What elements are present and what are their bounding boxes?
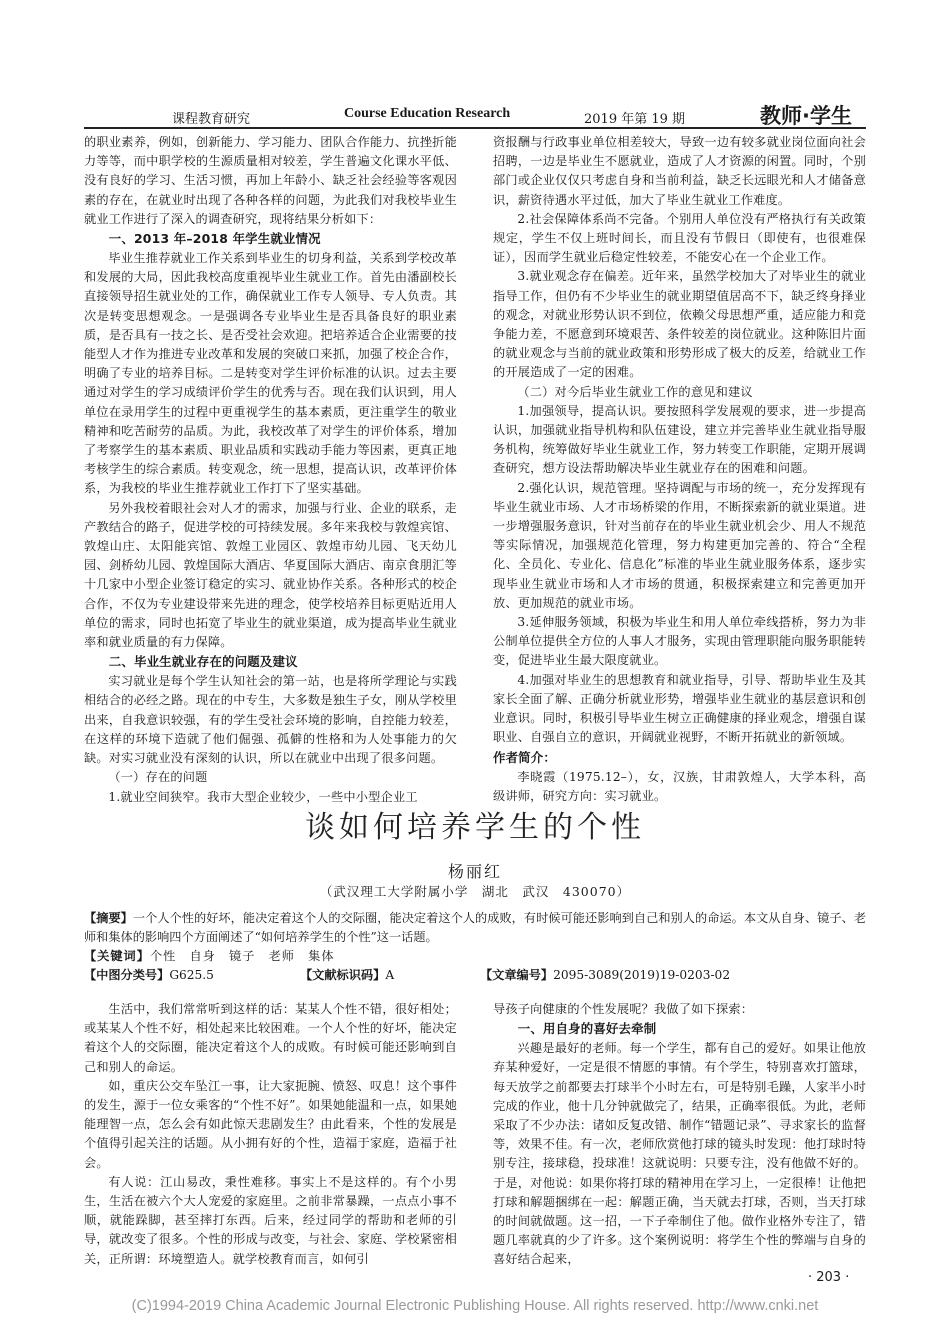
paragraph: 生活中，我们常常听到这样的话：某某人个性不错，很好相处；或某某人个性不好，相处起来比较困难。一个人个性的好坏，能决定着这个人的交际圈，能决定着这个人的成败。有时候可能还影响到自己和别人的命运。 [84, 1002, 457, 1074]
paragraph: 李晓霞（1975.12–），女，汉族，甘肃敦煌人，大学本科，高级讲师，研究方向：实习就业。 [493, 769, 866, 803]
paragraph: （二）对今后毕业生就业工作的意见和建议 [517, 384, 753, 399]
page-number: · 203 · [808, 1270, 850, 1285]
article-number-label: 【文章编号】 [480, 968, 554, 982]
article1-right-column [493, 133, 866, 806]
paragraph: 兴趣是最好的老师。每一个学生，都有自己的爱好。如果让他放弃某种爱好，一定是很不情愿的事情。有个学生，特别喜欢打篮球，每天放学之前都要去打球半个小时左右，可是特别毛躁，人家半小时完成的作业，他十几分钟就做完了，结果，正确率很低。为此，老师采取了不少办法：诸如反复改错、制作“错题记录”、寻求家长的监督等，效果不佳。有一次，老师欣赏他打球的镜头时发现：他打球时特别专注，接球稳，投球准！这就说明：只要专注，没有他做不好的。于是，对他说：如果你将打球的精神用在学习上，一定很棒！让他把打球和解题捆绑在一起：解题正确，当天就去打球，否则，当天打球的时间就做题。这一招，一下子牵制住了他。做作业格外专注了，错题几率就真的少了许多。这个案例说明：将学生个性的弊端与自身的喜好结合起来， [493, 1041, 866, 1267]
paragraph: 2.社会保障体系尚不完备。个别用人单位没有严格执行有关政策规定，学生不仅上班时间长，而且没有节假日（即使有，也很难保证），因而学生就业后稳定性较差，不能安心在一个企业工作。 [493, 211, 866, 265]
journal-issue: 2019 年第 19 期 [584, 112, 686, 127]
clc-label: 【中图分类号】 [84, 968, 170, 982]
paragraph: 如，重庆公交车坠江一事，让大家扼腕、愤怒、叹息！这个事件的发生，源于一位女乘客的“个性不好”。如果她能温和一点，如果她能理智一点，怎么会有如此惊天悲剧发生？由此看来，个性的发展是个值得引起关注的话题。从小拥有好的个性，造福于家庭，造福于社会。 [84, 1078, 457, 1170]
article-number-value: 2095-3089(2019)19-0203-02 [553, 968, 731, 982]
article2-doc-code [300, 966, 394, 983]
keywords-label: 【关键词】 [84, 949, 150, 963]
paragraph: 有人说：江山易改，秉性难移。事实上不是这样的。有个小男生，生活在被六个大人宠爱的家庭里。之前非常暴躁，一点点小事不顺，就能跺脚，甚至摔打东西。后来，经过同学的帮助和老师的引导，就改变了很多。个性的形成与改变，与社会、家庭、学校紧密相关，正所谓：环境塑造人。就学校教育而言，如何引 [84, 1174, 457, 1266]
paragraph: 资报酬与行政事业单位相差较大，导致一边有较多就业岗位面向社会招聘，一边是毕业生不愿就业，造成了人才资源的闲置。同时，个别部门或企业仅仅只考虑自身和当前利益，缺乏长远眼光和人才储备意识，薪资待遇水平过低，加大了毕业生就业工作难度。 [493, 135, 866, 207]
keywords-text: 个性 自身 镜子 老师 集体 [149, 949, 335, 963]
copyright-footer: (C)1994-2019 China Academic Journal Electronic Publishing House. All rights reserved. http://www.cnki.net [131, 1298, 819, 1314]
paragraph: 导孩子向健康的个性发展呢？我做了如下探索： [493, 1002, 754, 1016]
article1-left-column [84, 133, 457, 807]
article2-left-column [84, 1000, 457, 1269]
article2-keywords [84, 947, 335, 964]
article2-abstract [84, 909, 866, 947]
article2-article-number [480, 966, 730, 983]
abstract-label: 【摘要】 [84, 911, 133, 925]
paragraph: 4.加强对毕业生的思想教育和就业指导，引导、帮助毕业生及其家长全面了解、正确分析就业形势，增强毕业生就业的基层意识和创业意识。同时，积极引导毕业生树立正确健康的择业观念，增强自谋职业、自强自立的意识，开阔就业视野，不断开拓就业的新领域。 [493, 672, 866, 745]
clc-value: G625.5 [169, 968, 214, 982]
header-rule [84, 127, 866, 129]
journal-name-cn: 课程教育研究 [172, 112, 251, 127]
section-heading: 作者简介： [493, 749, 556, 765]
paragraph: （一）存在的问题 [108, 770, 208, 785]
section-heading: 二、毕业生就业存在的问题及建议 [108, 654, 298, 670]
paragraph: 另外我校着眼社会对人才的需求，加强与行业、企业的联系，走产教结合的路子，促进学校的可持续发展。多年来我校与敦煌宾馆、敦煌山庄、太阳能宾馆、敦煌工业园区、敦煌市幼儿园、飞天幼儿园、剑桥幼儿园、敦煌国际大酒店、华夏国际大酒店、南京食朋汇等十几家中小型企业签订稳定的实习、就业协作关系。各种形式的校企合作，不仅为专业建设带来先进的理念，使学校培养目标更贴近用人单位的需求，同时也拓宽了毕业生的就业渠道，成为提高毕业生就业率和就业质量的有力保障。 [84, 500, 457, 650]
doc-code-value: A [385, 968, 395, 982]
paragraph: 2.强化认识，规范管理。坚持调配与市场的统一，充分发挥现有毕业生就业市场、人才市场桥梁的作用，不断探索新的就业渠道。进一步增强服务意识，针对当前存在的毕业生就业机会少、用人不规范等实际情况，加强规范化管理，努力构建更加完善的、符合“全程化、全员化、专业化、信息化”标准的毕业生就业服务体系，逐步实现毕业生就业市场和人才市场的贯通，积极探索建立和完善更加开放、更加规范的就业市场。 [493, 480, 866, 610]
doc-code-label: 【文献标识码】 [300, 968, 386, 982]
paragraph: 3.就业观念存在偏差。近年来，虽然学校加大了对毕业生的就业指导工作，但仍有不少毕业生的就业期望值居高不下，缺乏终身择业的观念，对就业形势认识不到位，依赖父母思想严重，适应能力和竞争能力差，不愿意到环境艰苦、条件较差的岗位就业。这种陈旧片面的就业观念与当前的就业政策和形势形成了极大的反差，给就业工作的开展造成了一定的困难。 [493, 269, 866, 380]
paragraph: 1.加强领导，提高认识。要按照科学发展观的要求，进一步提高认识，加强就业指导机构和队伍建设，建立并完善毕业生就业指导服务机构，统筹做好毕业生就业工作，努力转变工作职能，定期开展调查研究，想方设法帮助解决毕业生就业存在的困难和问题。 [493, 403, 866, 476]
article2-title: 谈如何培养学生的个性 [305, 810, 645, 845]
journal-name-en: Course Education Research [344, 106, 511, 121]
section-heading: 一、用自身的喜好去牵制 [517, 1021, 657, 1037]
paragraph: 毕业生推荐就业工作关系到毕业生的切身利益，关系到学校改革和发展的大局，因此我校高度重视毕业生就业工作。首先由潘副校长直接领导招生就业处的工作，确保就业工作专人领导、专人负责。其次是转变思想观念。一是强调各专业毕业生是否具备良好的职业素质，是否具有一技之长、是否受社会欢迎。把培养适合企业需要的技能型人才作为推进专业改革和发展的突破口来抓，加强了校企合作，明确了专业的培养目标。二是转变对学生评价标准的认识。过去主要通过对学生的学习成绩评价学生的优秀与否。现在我们认识到，用人单位在录用学生的过程中更重视学生的基本素质，更注重学生的敬业精神和吃苦耐劳的品质。为此，我校改革了对学生的评价体系，增加了考察学生的基本素质、职业品质和实践动手能力等因素，更真正地考核学生的综合素质。转变观念，统一思想，提高认识，改革评价体系，为我校的毕业生推荐就业工作打下了坚实基础。 [84, 251, 457, 496]
column-brand: 教师·学生 [760, 104, 852, 128]
paragraph: 实习就业是每个学生认知社会的第一站，也是将所学理论与实践相结合的必经之路。现在的中专生，大多数是独生子女，刚从学校里出来，自我意识较强，有的学生受社会环境的影响，自控能力较差，在这样的环境下造就了他们倔强、孤僻的性格和为人处事能力的欠缺。对实习就业没有深刻的认识，所以在就业中出现了很多问题。 [84, 674, 457, 766]
paragraph: 1.就业空间狭窄。我市大型企业较少，一些中小型企业工 [108, 789, 418, 804]
paragraph: 的职业素养，例如，创新能力、学习能力、团队合作能力、抗挫折能力等等，而中职学校的生源质量相对较差，学生普遍文化课水平低、没有良好的学习、生活习惯，再加上年龄小、缺乏社会经验等客观因素的存在，在就业时出现了各种各样的问题，为此我们对我校毕业生就业工作进行了深入的调查研究，现将结果分析如下： [84, 135, 457, 226]
article2-clc [84, 966, 214, 983]
article2-author: 杨丽红 [447, 862, 502, 881]
article2-affiliation: （武汉理工大学附属小学 湖北 武汉 430070） [319, 884, 631, 899]
article2-right-column [493, 1000, 866, 1270]
abstract-text: 一个人个性的好坏，能决定着这个人的交际圈，能决定着这个人的成败，有时候可能还影响到自己和别人的命运。本文从自身、镜子、老师和集体的影响四个方面阐述了“如何培养学生的个性”这一话题。 [84, 911, 867, 944]
paragraph: 3.延伸服务领域，积极为毕业生和用人单位牵线搭桥，努力为非公制单位提供全方位的人事人才服务，实现由管理职能向服务职能转变，促进毕业生最大限度就业。 [493, 615, 866, 668]
section-heading: 一、2013 年–2018 年学生就业情况 [108, 231, 321, 247]
